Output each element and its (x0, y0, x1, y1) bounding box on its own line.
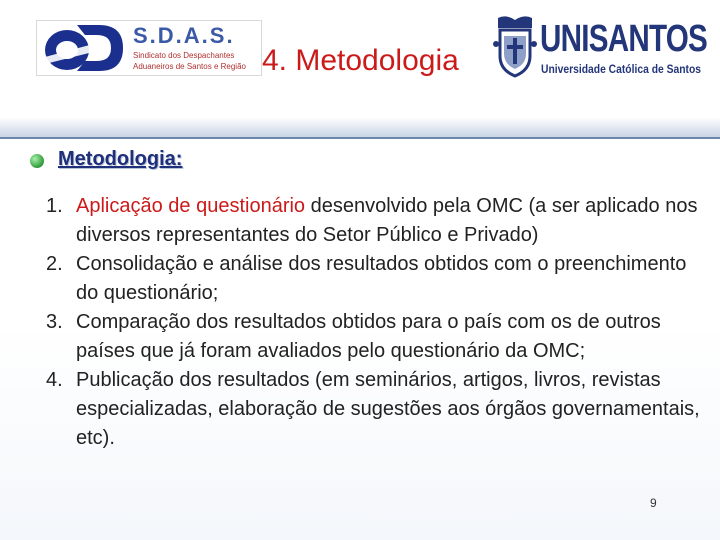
item-text: Consolidação e análise dos resultados obtidos com o preenchimento do questionário; (76, 253, 687, 304)
list-item (0, 250, 720, 308)
item-text: Publicação dos resultados (em seminários, artigos, livros, revistas especializadas, elaboração de sugestões aos órgãos governamentais, etc). (76, 369, 700, 449)
slide-title: 4. Metodologia (262, 44, 459, 77)
unisantos-subtitle: Universidade Católica de Santos (541, 62, 702, 76)
list-item (0, 192, 720, 250)
sdas-name: S.D.A.S. (133, 23, 235, 48)
item-number: 2. (46, 253, 63, 275)
item-number: 1. (46, 195, 63, 217)
sdas-subtitle-line2: Aduaneiros de Santos e Região (133, 62, 246, 71)
item-highlight: Aplicação de questionário (76, 195, 306, 217)
header-divider-band (0, 117, 720, 137)
section-heading: Metodologia: (58, 148, 183, 170)
unisantos-crest-icon (492, 14, 538, 80)
sdas-emblem-icon (37, 21, 125, 75)
unisantos-logo (492, 14, 714, 80)
sdas-logo (36, 20, 262, 76)
list-item (0, 366, 720, 453)
item-number: 3. (46, 311, 63, 333)
item-text: desenvolvido pela OMC (a ser aplicado nos diversos representantes do Setor Público e Privado) (76, 195, 698, 246)
green-bullet-icon (30, 154, 44, 168)
page-number: 9 (650, 496, 657, 510)
list-item (0, 308, 720, 366)
sdas-subtitle-line1: Sindicato dos Despachantes (133, 51, 235, 60)
header-divider-line (0, 137, 720, 139)
item-number: 4. (46, 369, 63, 391)
methodology-list (0, 192, 720, 453)
item-text: Comparação dos resultados obtidos para o país com os de outros países que já foram avaliados pelo questionário da OMC; (76, 311, 661, 362)
unisantos-name: UNISANTOS (540, 18, 708, 60)
